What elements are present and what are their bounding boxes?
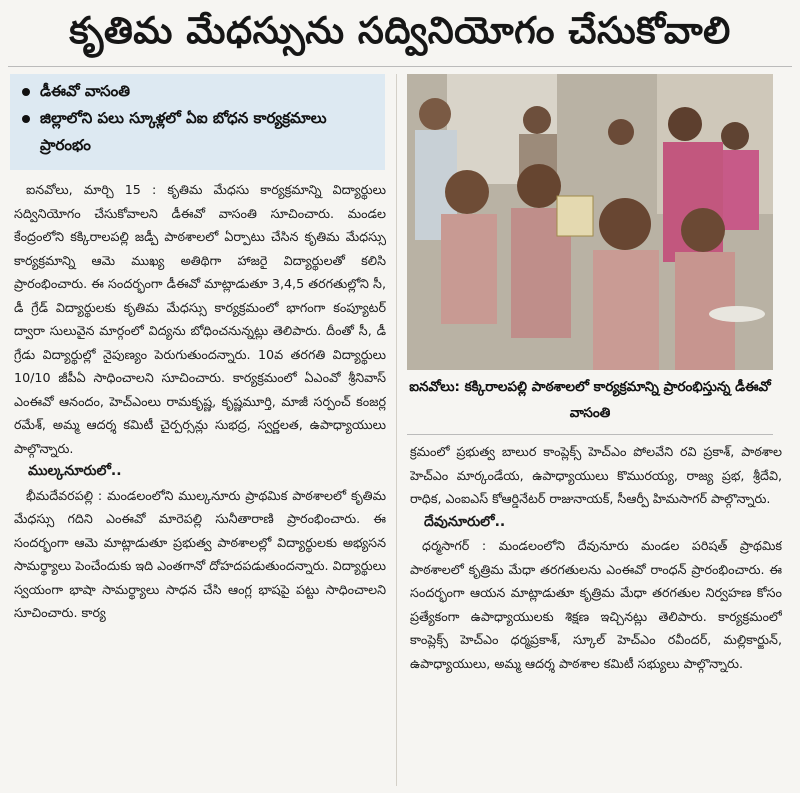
photo-caption: ఐనవోలు: కక్కిరాలపల్లి పాఠశాలలో కార్యక్రమాన్ని ప్రారంభిస్తున్న డీఈవో వాసంతి [409, 379, 771, 421]
article-paragraph: భీమదేవరపల్లి : మండలంలోని ముల్కనూరు ప్రాథమిక పాఠశాలలో కృతిమ మేధస్సు గదిని ఎంఈవో మారెపల్లి సునీతారాణి ప్రారంభించారు. ఈ సందర్భంగా ఆమె మాట్లాడుతూ ప్రభుత్వ పాఠశాలల్లో విద్యార్థులకు అభ్యసన సామర్థ్యాలు పెంచేందుకు ఇది ఎంతగానో దోహదపడుతుందన్నారు. విద్యార్థులు స్వయంగా భాషా సామర్థ్యాలు సాధన చేసి ఆంగ్ల భాషపై పట్టు సాధించాలని సూచించారు. కార్య [14, 487, 386, 620]
highlight-item: డీఈవో వాసంతి [20, 78, 375, 105]
article-column-right [410, 440, 782, 786]
column-divider [396, 74, 397, 786]
highlights-box [10, 74, 385, 170]
headline-rule [8, 66, 792, 67]
news-photo [407, 74, 773, 370]
caption-rule [407, 434, 773, 435]
news-photo-illustration [407, 74, 773, 370]
article-paragraph: ధర్మసాగర్ : మండలంలోని దేవునూరు మండల పరిషత్ ప్రాథమిక పాఠశాలలో కృత్రిమ మేధా తరగతులను ఎంఈవో రాంధన్ ప్రారంభించారు. ఈ సందర్భంగా ఆయన మాట్లాడుతూ కృత్రిమ మేధా తరగతుల నిర్వహణ కోసం ప్రత్యేకంగా ఉపాధ్యాయులకు శిక్షణ ఇచ్చినట్లు తెలిపారు. కార్యక్రమంలో కాంప్లెక్స్ హెచ్ఎం ధర్మప్రకాశ్, స్కూల్ హెచ్ఎం రవీందర్, మల్లికార్జున్, ఉపాధ్యాయులు, అమ్మ ఆదర్శ పాఠశాల కమిటీ సభ్యులు పాల్గొన్నారు. [410, 538, 782, 671]
headline: కృతిమ మేధస్సును సద్వినియోగం చేసుకోవాలి [69, 9, 731, 52]
article-column-left [14, 178, 386, 786]
article-paragraph: క్రమంలో ప్రభుత్వ బాలుర కాంప్లెక్స్ హెచ్ఎం పోలవేని రవి ప్రకాశ్, పాఠశాల హెచ్ఎం మార్కండేయ, ఉపాధ్యాయులు కొమురయ్య, రాజ్య ప్రభ, శ్రీదేవి, రాధిక, ఎంఐఎస్ కోఆర్డినేటర్ రాజునాయక్, సీఆర్పీ హిమసాగర్ పాల్గొన్నారు. [410, 444, 782, 506]
article-paragraph: ఐనవోలు, మార్చి 15 : కృతిమ మేధసు కార్యక్రమాన్ని విద్యార్థులు సద్వినియోగం చేసుకోవాలని డీఈవో వాసంతి సూచించారు. మండల కేంద్రంలోని కక్కిరాలపల్లి జడ్పీ పాఠశాలలో ఏర్పాటు చేసిన కృతిమ మేధస్సు కార్యక్రమాన్ని ఆమె ముఖ్య అతిథిగా హాజరై విద్యార్థులతో కలిసి ప్రారంభించారు. ఈ సందర్భంగా డీఈవో మాట్లాడుతూ 3,4,5 తరగతుల్లోని సీ, డీ గ్రేడ్ విద్యార్థులకు కృతిమ మేధస్సు కార్యక్రమంలో భాగంగా కంప్యూటర్ ద్వారా సులువైన మార్గంలో విద్యను బోధించనున్నట్లు తెలిపారు. దీంతో సీ, డీ గ్రేడు విద్యార్థుల్లో నైపుణ్యం పెరుగుతుందన్నారు. 10వ తరగతి విద్యార్థులు 10/10 జీపీఏ సాధించాలని సూచించారు. కార్యక్రమంలో ఏఎంవో శ్రీనివాస్ ఎంఈవో ఆనందం, హెచ్ఎంలు రామకృష్ణ, కృష్ణమూర్తి, మాజీ సర్పంచ్ కంజర్ల రమేశ్, అమ్మ ఆదర్శ కమిటీ చైర్పర్సన్లు సుభద్ర, స్వర్ణలత, ఉపాధ్యాయులు పాల్గొన్నారు. [14, 182, 386, 456]
sub-heading: ముల్కనూరులో.. [28, 463, 122, 479]
sub-heading: దేవునూరులో.. [424, 513, 506, 530]
highlight-item: జిల్లాలోని పలు స్కూళ్లలో ఏఐ బోధన కార్యక్రమాలు ప్రారంభం [20, 105, 375, 159]
